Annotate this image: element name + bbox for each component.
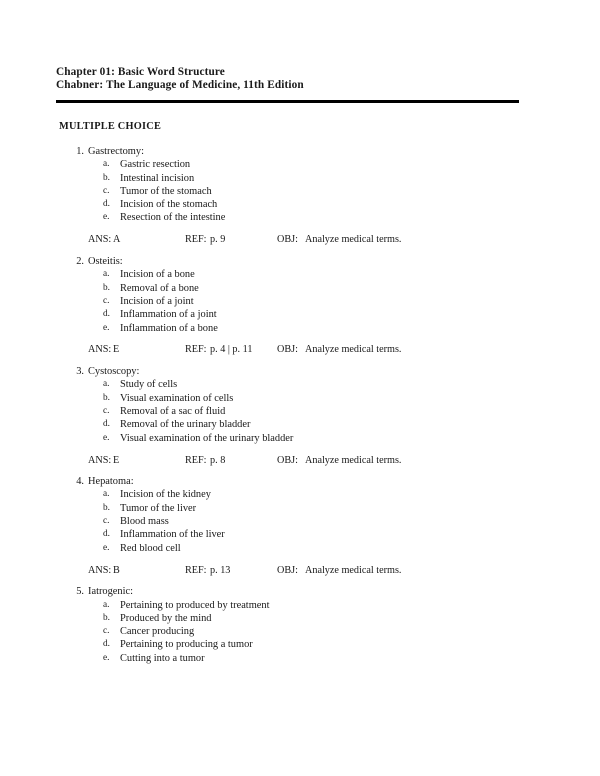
option-row[interactable] (0, 282, 600, 295)
answer-label: ANS: (88, 344, 112, 356)
option-row[interactable] (0, 198, 600, 211)
answer-value: E (113, 344, 120, 356)
section-heading-multiple-choice: MULTIPLE CHOICE (59, 121, 162, 132)
option-text: Produced by the mind (120, 612, 212, 624)
question-number: 5. (76, 586, 84, 598)
question-stem (0, 365, 600, 378)
option-row[interactable] (0, 652, 600, 665)
question-block (0, 475, 600, 577)
question-text: Hepatoma: (88, 476, 134, 488)
option-row[interactable] (0, 612, 600, 625)
option-text: Incision of the kidney (120, 489, 211, 501)
option-letter: a. (103, 599, 110, 610)
option-letter: d. (103, 419, 110, 430)
option-row[interactable] (0, 308, 600, 321)
option-row[interactable] (0, 211, 600, 224)
option-list (0, 158, 600, 224)
option-letter: c. (103, 406, 110, 417)
option-row[interactable] (0, 515, 600, 528)
question-text: Cystoscopy: (88, 366, 140, 378)
question-stem (0, 255, 600, 268)
question-number: 3. (76, 366, 84, 378)
header-divider-rule (56, 100, 519, 103)
question-stem (0, 585, 600, 598)
option-letter: c. (103, 626, 110, 637)
question-block (0, 255, 600, 357)
option-text: Inflammation of a joint (120, 309, 217, 321)
option-text: Removal of a sac of fluid (120, 406, 226, 418)
option-letter: b. (103, 282, 110, 293)
answer-metadata-row (0, 564, 600, 577)
answer-label: ANS: (88, 454, 112, 466)
reference-label: REF: (185, 344, 207, 356)
objective-label: OBJ: (277, 344, 298, 356)
option-row[interactable] (0, 405, 600, 418)
option-letter: b. (103, 612, 110, 623)
option-row[interactable] (0, 638, 600, 651)
option-row[interactable] (0, 542, 600, 555)
option-text: Cancer producing (120, 626, 195, 638)
question-stem (0, 145, 600, 158)
option-text: Visual examination of the urinary bladder (120, 432, 294, 444)
option-letter: e. (103, 322, 110, 333)
answer-label: ANS: (88, 234, 112, 246)
reference-value: p. 13 (210, 564, 231, 576)
option-letter: e. (103, 542, 110, 553)
option-text: Tumor of the stomach (120, 185, 212, 197)
option-text: Incision of the stomach (120, 199, 218, 211)
option-letter: b. (103, 172, 110, 183)
option-letter: d. (103, 639, 110, 650)
answer-value: A (113, 234, 121, 246)
option-letter: c. (103, 185, 110, 196)
question-text: Iatrogenic: (88, 586, 134, 598)
option-row[interactable] (0, 172, 600, 185)
option-text: Cutting into a tumor (120, 652, 205, 664)
option-text: Intestinal incision (120, 172, 195, 184)
option-text: Study of cells (120, 379, 178, 391)
option-letter: c. (103, 295, 110, 306)
option-letter: a. (103, 379, 110, 390)
option-letter: e. (103, 212, 110, 223)
header-book-title: Chabner: The Language of Medicine, 11th Edition (56, 79, 304, 92)
option-row[interactable] (0, 625, 600, 638)
option-letter: d. (103, 309, 110, 320)
option-list (0, 378, 600, 444)
answer-value: E (113, 454, 120, 466)
option-text: Inflammation of the liver (120, 529, 225, 541)
option-text: Gastric resection (120, 159, 191, 171)
option-text: Tumor of the liver (120, 502, 197, 514)
option-row[interactable] (0, 392, 600, 405)
option-letter: a. (103, 269, 110, 280)
option-row[interactable] (0, 432, 600, 445)
question-number: 1. (76, 146, 84, 157)
option-text: Inflammation of a bone (120, 322, 218, 334)
option-letter: a. (103, 159, 110, 170)
option-list (0, 488, 600, 554)
objective-value: Analyze medical terms. (305, 454, 402, 466)
option-text: Removal of a bone (120, 282, 199, 294)
option-letter: c. (103, 516, 110, 527)
option-text: Pertaining to produced by treatment (120, 599, 270, 611)
objective-label: OBJ: (277, 234, 298, 246)
answer-label: ANS: (88, 564, 112, 576)
option-text: Red blood cell (120, 542, 181, 554)
option-letter: e. (103, 432, 110, 443)
option-text: Pertaining to producing a tumor (120, 639, 253, 651)
objective-label: OBJ: (277, 564, 298, 576)
question-number: 2. (76, 256, 84, 268)
option-row[interactable] (0, 378, 600, 391)
objective-label: OBJ: (277, 454, 298, 466)
reference-label: REF: (185, 564, 207, 576)
reference-value: p. 8 (210, 454, 226, 466)
question-text: Gastrectomy: (88, 146, 144, 157)
question-stem (0, 475, 600, 488)
question-number: 4. (76, 476, 84, 488)
option-row[interactable] (0, 502, 600, 515)
option-row[interactable] (0, 185, 600, 198)
option-row[interactable] (0, 158, 600, 171)
option-text: Incision of a joint (120, 295, 194, 307)
question-text: Osteitis: (88, 256, 123, 268)
objective-value: Analyze medical terms. (305, 344, 402, 356)
option-text: Removal of the urinary bladder (120, 419, 251, 431)
question-block (0, 585, 600, 665)
answer-metadata-row (0, 454, 600, 467)
option-text: Blood mass (120, 516, 169, 528)
option-row[interactable] (0, 488, 600, 501)
option-letter: b. (103, 392, 110, 403)
option-text: Visual examination of cells (120, 392, 234, 404)
document-header (56, 66, 526, 92)
option-letter: b. (103, 502, 110, 513)
option-row[interactable] (0, 599, 600, 612)
option-letter: a. (103, 489, 110, 500)
question-block (0, 145, 600, 247)
option-list (0, 599, 600, 665)
option-row[interactable] (0, 322, 600, 335)
answer-value: B (113, 564, 120, 576)
reference-label: REF: (185, 234, 207, 246)
option-row[interactable] (0, 268, 600, 281)
question-list (0, 145, 600, 673)
option-list (0, 268, 600, 334)
option-row[interactable] (0, 528, 600, 541)
reference-value: p. 9 (210, 234, 226, 246)
option-text: Resection of the intestine (120, 212, 226, 224)
question-block (0, 365, 600, 467)
option-text: Incision of a bone (120, 269, 195, 281)
option-row[interactable] (0, 418, 600, 431)
objective-value: Analyze medical terms. (305, 564, 402, 576)
reference-value: p. 4 | p. 11 (210, 344, 253, 356)
option-row[interactable] (0, 295, 600, 308)
reference-label: REF: (185, 454, 207, 466)
answer-metadata-row (0, 233, 600, 246)
option-letter: d. (103, 199, 110, 210)
objective-value: Analyze medical terms. (305, 234, 402, 246)
header-chapter-title: Chapter 01: Basic Word Structure (56, 66, 225, 78)
option-letter: d. (103, 529, 110, 540)
answer-metadata-row (0, 343, 600, 356)
option-letter: e. (103, 652, 110, 663)
